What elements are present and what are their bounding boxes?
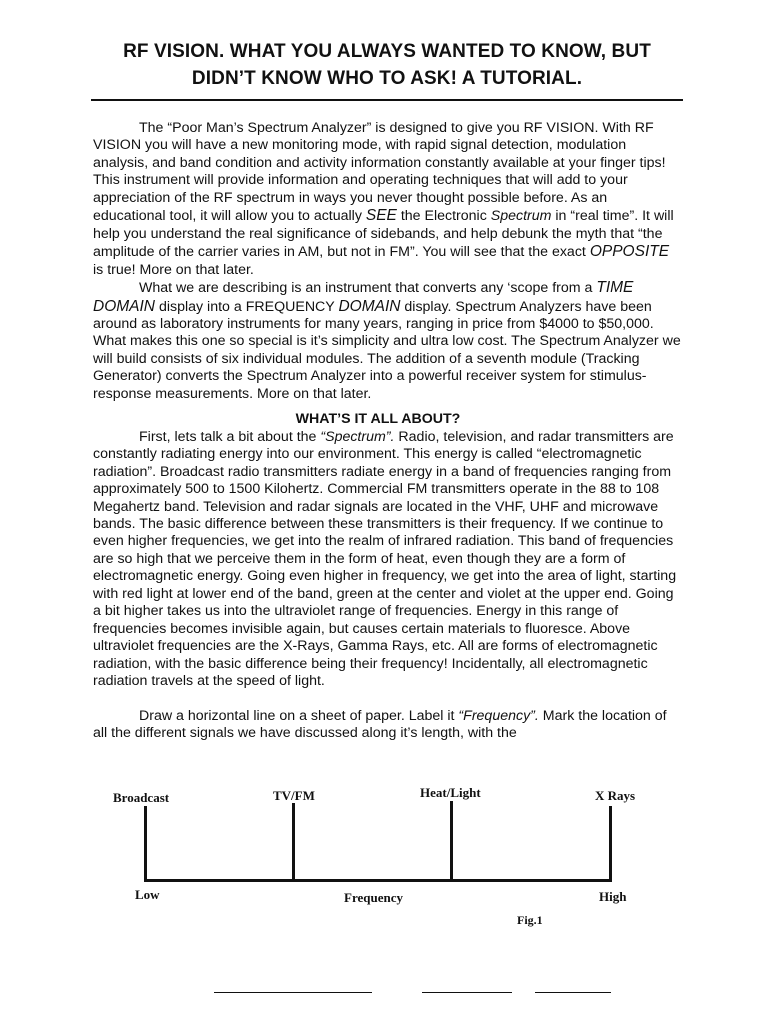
label-high: High: [599, 889, 627, 904]
emphasis-domain: DOMAIN: [338, 297, 401, 315]
marker-xrays: [609, 806, 612, 881]
emphasis-spectrum: Spectrum: [490, 208, 552, 225]
label-xrays: X Rays: [595, 788, 636, 803]
marker-tvfm: [292, 803, 295, 881]
article-body: [93, 120, 683, 743]
title-line-1: RF VISION. WHAT YOU ALWAYS WANTED TO KNOW, BUT: [123, 41, 651, 62]
emphasis-opposite: OPPOSITE: [589, 243, 670, 261]
label-tvfm: TV/FM: [273, 788, 315, 803]
paragraph-intro: The “Poor Man’s Spectrum Analyzer” is designed to give you RF VISION. With RF VISION you will have a new monitoring mode, with rapid signal detection, modulation analysis, and band condition and activity information constantly available at your finger tips! This instrument will provide information and operating techniques that will add to your appreciation of the RF spectrum in ways you never thought possible before. As an educational tool, it will allow you to actually SEE the Electronic Spectrum in “real time”. It will help you understand the real significance of sidebands, and help debunk the myth that “the amplitude of the carrier varies in AM, but not in FM”. You will see that the exact OPPOSITE is true! More on that later.: [93, 120, 674, 278]
footer-rule-3: [535, 992, 611, 993]
emphasis-frequency-quote: “Frequency”.: [458, 708, 539, 724]
emphasis-see: SEE: [365, 207, 397, 225]
marker-broadcast: [144, 806, 147, 881]
emphasis-time-domain: TIME DOMAIN: [93, 279, 634, 315]
paragraph-spectrum: First, lets talk a bit about the “Spectrum”. Radio, television, and radar transmitters are constantly radiating energy into our environment. This energy is called “electromagnetic radiation”. Broadcast radio transmitters radiate energy in a band of frequencies ranging from approximately 500 to 1500 Kilohertz. Commercial FM transmitters operate in the 88 to 108 Megahertz band. Television and radar signals are located in the VHF, UHF and microwave bands. The basic difference between these transmitters is their frequency. If we continue to even higher frequencies, we get into the realm of infrared radiation. This band of frequencies are so high that we perceive them in the form of heat, even though they are a form of electromagnetic energy. Going even higher in frequency, we get into the area of light, starting with red light at lower end of the band, green at the center and violet at the upper end. Going a bit higher takes us into the ultraviolet range of frequencies. Energy in this range of frequencies becomes invisible again, but causes certain materials to fluoresce. Above ultraviolet frequencies are the X-Rays, Gamma Rays, etc. All are forms of electromagnetic radiation, with the basic difference being their frequency! Incidentally, all electromagnetic radiation travels at the speed of light.: [93, 428, 677, 690]
frequency-axis: [144, 879, 612, 882]
paragraph-description: What we are describing is an instrument that converts any ‘scope from a TIME DOMAIN display into a FREQUENCY DOMAIN display. Spectrum Analyzers have been around as laboratory instruments for many years, ranging in price from $4000 to $50,000. What makes this one so special is it’s simplicity and ultra low cost. The Spectrum Analyzer we will build consists of six individual modules. The addition of a seventh module (Tracking Generator) converts the Spectrum Analyzer into a powerful receiver system for stimulus-response measurements. More on that later.: [93, 279, 681, 402]
emphasis-spectrum-quote: “Spectrum”.: [320, 428, 395, 445]
section-heading: WHAT’S IT ALL ABOUT?: [295, 411, 461, 428]
paragraph-gap: [93, 691, 683, 709]
figure-caption: Fig.1: [517, 913, 543, 927]
label-heat-light: Heat/Light: [420, 785, 481, 800]
title-line-2: DIDN’T KNOW WHO TO ASK! A TUTORIAL.: [191, 68, 583, 89]
title-divider: [91, 99, 683, 101]
label-low: Low: [135, 887, 160, 902]
page-title: [92, 38, 682, 92]
label-frequency: Frequency: [344, 890, 403, 905]
footer-rule-2: [422, 992, 512, 993]
label-broadcast: Broadcast: [113, 790, 170, 805]
paragraph-instruction: Draw a horizontal line on a sheet of paper. Label it “Frequency”. Mark the location of all the different signals we have discussed along it’s length, with the: [93, 708, 667, 742]
footer-rule-1: [214, 992, 372, 993]
marker-heat-light: [450, 801, 453, 881]
